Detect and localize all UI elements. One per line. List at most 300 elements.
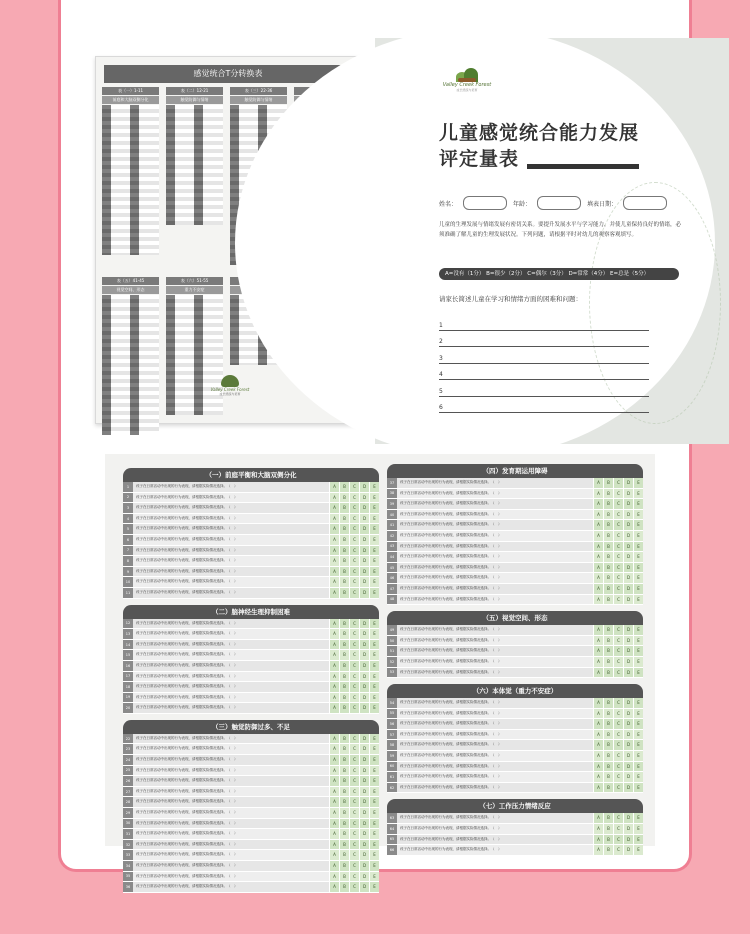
option-d[interactable]: D: [623, 719, 633, 729]
option-b[interactable]: B: [603, 657, 613, 667]
option-a[interactable]: A: [593, 740, 603, 750]
option-a[interactable]: A: [593, 552, 603, 562]
option-b[interactable]: B: [339, 808, 349, 818]
option-c[interactable]: C: [613, 751, 623, 761]
option-a[interactable]: A: [329, 797, 339, 807]
option-a[interactable]: A: [329, 546, 339, 556]
option-e[interactable]: E: [369, 650, 379, 660]
option-e[interactable]: E: [633, 625, 643, 635]
option-d[interactable]: D: [623, 740, 633, 750]
option-d[interactable]: D: [623, 646, 633, 656]
option-b[interactable]: B: [339, 619, 349, 629]
option-d[interactable]: D: [623, 636, 633, 646]
option-a[interactable]: A: [593, 531, 603, 541]
option-e[interactable]: E: [369, 819, 379, 829]
option-c[interactable]: C: [349, 734, 359, 744]
option-c[interactable]: C: [349, 650, 359, 660]
option-d[interactable]: D: [623, 478, 633, 488]
option-d[interactable]: D: [623, 563, 633, 573]
option-a[interactable]: A: [329, 619, 339, 629]
option-d[interactable]: D: [623, 531, 633, 541]
option-d[interactable]: D: [359, 546, 369, 556]
option-a[interactable]: A: [329, 734, 339, 744]
option-a[interactable]: A: [593, 762, 603, 772]
option-a[interactable]: A: [593, 835, 603, 845]
option-b[interactable]: B: [339, 661, 349, 671]
option-c[interactable]: C: [349, 776, 359, 786]
option-e[interactable]: E: [633, 489, 643, 499]
option-b[interactable]: B: [339, 829, 349, 839]
option-c[interactable]: C: [349, 493, 359, 503]
option-d[interactable]: D: [623, 573, 633, 583]
option-d[interactable]: D: [359, 640, 369, 650]
option-a[interactable]: A: [593, 520, 603, 530]
option-d[interactable]: D: [623, 824, 633, 834]
option-a[interactable]: A: [329, 514, 339, 524]
option-b[interactable]: B: [339, 482, 349, 492]
option-b[interactable]: B: [339, 819, 349, 829]
option-d[interactable]: D: [359, 872, 369, 882]
option-b[interactable]: B: [339, 766, 349, 776]
date-field[interactable]: [623, 196, 667, 210]
option-a[interactable]: A: [593, 625, 603, 635]
option-b[interactable]: B: [339, 872, 349, 882]
option-c[interactable]: C: [613, 740, 623, 750]
option-a[interactable]: A: [329, 650, 339, 660]
option-e[interactable]: E: [369, 524, 379, 534]
option-e[interactable]: E: [633, 783, 643, 793]
option-d[interactable]: D: [623, 542, 633, 552]
option-b[interactable]: B: [339, 640, 349, 650]
option-d[interactable]: D: [623, 730, 633, 740]
option-d[interactable]: D: [623, 584, 633, 594]
option-a[interactable]: A: [329, 776, 339, 786]
option-d[interactable]: D: [359, 493, 369, 503]
option-d[interactable]: D: [359, 797, 369, 807]
option-a[interactable]: A: [593, 657, 603, 667]
answer-line[interactable]: [439, 331, 649, 348]
option-b[interactable]: B: [603, 520, 613, 530]
answer-line[interactable]: [439, 380, 649, 397]
option-a[interactable]: A: [329, 703, 339, 713]
option-c[interactable]: C: [349, 829, 359, 839]
option-c[interactable]: C: [349, 872, 359, 882]
option-c[interactable]: C: [613, 657, 623, 667]
option-d[interactable]: D: [359, 819, 369, 829]
option-e[interactable]: E: [369, 882, 379, 892]
option-e[interactable]: E: [369, 734, 379, 744]
option-e[interactable]: E: [633, 520, 643, 530]
option-e[interactable]: E: [633, 531, 643, 541]
option-b[interactable]: B: [339, 850, 349, 860]
option-a[interactable]: A: [593, 573, 603, 583]
option-a[interactable]: A: [593, 751, 603, 761]
option-c[interactable]: C: [349, 619, 359, 629]
option-e[interactable]: E: [633, 698, 643, 708]
option-b[interactable]: B: [339, 703, 349, 713]
option-d[interactable]: D: [359, 882, 369, 892]
option-b[interactable]: B: [603, 668, 613, 678]
answer-line[interactable]: [439, 364, 649, 381]
option-e[interactable]: E: [369, 776, 379, 786]
option-e[interactable]: E: [633, 709, 643, 719]
option-e[interactable]: E: [369, 629, 379, 639]
option-d[interactable]: D: [359, 577, 369, 587]
option-d[interactable]: D: [359, 787, 369, 797]
option-c[interactable]: C: [613, 845, 623, 855]
option-b[interactable]: B: [339, 776, 349, 786]
option-a[interactable]: A: [329, 872, 339, 882]
option-b[interactable]: B: [339, 672, 349, 682]
option-e[interactable]: E: [369, 829, 379, 839]
option-b[interactable]: B: [603, 762, 613, 772]
option-e[interactable]: E: [369, 861, 379, 871]
option-c[interactable]: C: [349, 577, 359, 587]
option-e[interactable]: E: [633, 552, 643, 562]
option-e[interactable]: E: [369, 766, 379, 776]
option-e[interactable]: E: [633, 636, 643, 646]
option-c[interactable]: C: [613, 520, 623, 530]
option-e[interactable]: E: [369, 703, 379, 713]
option-c[interactable]: C: [613, 584, 623, 594]
option-b[interactable]: B: [603, 531, 613, 541]
option-b[interactable]: B: [339, 650, 349, 660]
option-c[interactable]: C: [349, 546, 359, 556]
option-b[interactable]: B: [603, 542, 613, 552]
option-e[interactable]: E: [369, 840, 379, 850]
option-a[interactable]: A: [593, 668, 603, 678]
option-a[interactable]: A: [593, 646, 603, 656]
option-e[interactable]: E: [633, 772, 643, 782]
option-d[interactable]: D: [359, 482, 369, 492]
option-c[interactable]: C: [349, 640, 359, 650]
option-c[interactable]: C: [613, 573, 623, 583]
option-d[interactable]: D: [359, 829, 369, 839]
option-b[interactable]: B: [603, 824, 613, 834]
option-a[interactable]: A: [593, 698, 603, 708]
option-a[interactable]: A: [329, 503, 339, 513]
option-c[interactable]: C: [613, 824, 623, 834]
option-a[interactable]: A: [593, 636, 603, 646]
option-c[interactable]: C: [613, 772, 623, 782]
option-a[interactable]: A: [329, 744, 339, 754]
option-c[interactable]: C: [613, 719, 623, 729]
option-a[interactable]: A: [593, 772, 603, 782]
option-d[interactable]: D: [359, 808, 369, 818]
option-d[interactable]: D: [359, 503, 369, 513]
option-e[interactable]: E: [369, 850, 379, 860]
option-d[interactable]: D: [359, 776, 369, 786]
option-d[interactable]: D: [623, 595, 633, 605]
option-c[interactable]: C: [349, 682, 359, 692]
option-a[interactable]: A: [329, 850, 339, 860]
option-e[interactable]: E: [369, 588, 379, 598]
option-b[interactable]: B: [603, 573, 613, 583]
option-b[interactable]: B: [339, 577, 349, 587]
option-e[interactable]: E: [369, 503, 379, 513]
option-a[interactable]: A: [329, 787, 339, 797]
option-e[interactable]: E: [369, 567, 379, 577]
option-a[interactable]: A: [593, 542, 603, 552]
option-e[interactable]: E: [369, 797, 379, 807]
option-e[interactable]: E: [633, 573, 643, 583]
age-field[interactable]: [537, 196, 581, 210]
option-d[interactable]: D: [359, 567, 369, 577]
option-d[interactable]: D: [623, 657, 633, 667]
option-b[interactable]: B: [339, 734, 349, 744]
option-a[interactable]: A: [593, 499, 603, 509]
option-a[interactable]: A: [329, 755, 339, 765]
option-b[interactable]: B: [603, 719, 613, 729]
option-d[interactable]: D: [623, 552, 633, 562]
option-c[interactable]: C: [613, 510, 623, 520]
option-b[interactable]: B: [339, 861, 349, 871]
option-c[interactable]: C: [349, 672, 359, 682]
option-b[interactable]: B: [339, 503, 349, 513]
option-d[interactable]: D: [623, 499, 633, 509]
option-e[interactable]: E: [633, 584, 643, 594]
option-e[interactable]: E: [369, 640, 379, 650]
option-b[interactable]: B: [339, 797, 349, 807]
option-a[interactable]: A: [329, 808, 339, 818]
option-e[interactable]: E: [633, 646, 643, 656]
option-a[interactable]: A: [329, 567, 339, 577]
option-c[interactable]: C: [613, 542, 623, 552]
option-b[interactable]: B: [603, 499, 613, 509]
option-a[interactable]: A: [329, 661, 339, 671]
option-e[interactable]: E: [369, 619, 379, 629]
option-b[interactable]: B: [603, 552, 613, 562]
option-c[interactable]: C: [613, 709, 623, 719]
option-c[interactable]: C: [613, 698, 623, 708]
option-c[interactable]: C: [349, 556, 359, 566]
option-e[interactable]: E: [633, 657, 643, 667]
option-b[interactable]: B: [339, 493, 349, 503]
option-d[interactable]: D: [359, 535, 369, 545]
option-c[interactable]: C: [613, 813, 623, 823]
option-b[interactable]: B: [603, 478, 613, 488]
option-d[interactable]: D: [359, 629, 369, 639]
option-c[interactable]: C: [349, 661, 359, 671]
option-e[interactable]: E: [369, 493, 379, 503]
option-e[interactable]: E: [633, 824, 643, 834]
option-b[interactable]: B: [339, 514, 349, 524]
option-c[interactable]: C: [349, 840, 359, 850]
option-d[interactable]: D: [623, 520, 633, 530]
option-e[interactable]: E: [633, 762, 643, 772]
option-d[interactable]: D: [359, 682, 369, 692]
option-a[interactable]: A: [593, 478, 603, 488]
option-b[interactable]: B: [603, 646, 613, 656]
option-b[interactable]: B: [339, 629, 349, 639]
option-d[interactable]: D: [359, 840, 369, 850]
option-c[interactable]: C: [349, 850, 359, 860]
option-d[interactable]: D: [359, 524, 369, 534]
option-c[interactable]: C: [613, 636, 623, 646]
option-a[interactable]: A: [593, 845, 603, 855]
option-e[interactable]: E: [633, 499, 643, 509]
option-e[interactable]: E: [369, 693, 379, 703]
option-a[interactable]: A: [593, 489, 603, 499]
option-b[interactable]: B: [603, 489, 613, 499]
option-b[interactable]: B: [339, 744, 349, 754]
option-a[interactable]: A: [593, 563, 603, 573]
option-e[interactable]: E: [633, 542, 643, 552]
option-b[interactable]: B: [603, 835, 613, 845]
option-e[interactable]: E: [369, 546, 379, 556]
option-c[interactable]: C: [349, 882, 359, 892]
option-d[interactable]: D: [359, 514, 369, 524]
option-c[interactable]: C: [613, 499, 623, 509]
option-a[interactable]: A: [329, 861, 339, 871]
option-b[interactable]: B: [603, 751, 613, 761]
option-d[interactable]: D: [359, 703, 369, 713]
option-b[interactable]: B: [603, 584, 613, 594]
option-a[interactable]: A: [329, 766, 339, 776]
option-c[interactable]: C: [349, 629, 359, 639]
option-e[interactable]: E: [369, 514, 379, 524]
option-a[interactable]: A: [593, 730, 603, 740]
option-e[interactable]: E: [633, 478, 643, 488]
option-c[interactable]: C: [349, 744, 359, 754]
option-c[interactable]: C: [613, 762, 623, 772]
option-e[interactable]: E: [369, 661, 379, 671]
option-d[interactable]: D: [623, 510, 633, 520]
option-a[interactable]: A: [593, 813, 603, 823]
option-e[interactable]: E: [633, 563, 643, 573]
option-d[interactable]: D: [623, 751, 633, 761]
option-d[interactable]: D: [359, 861, 369, 871]
option-c[interactable]: C: [613, 595, 623, 605]
option-c[interactable]: C: [349, 482, 359, 492]
option-c[interactable]: C: [613, 478, 623, 488]
option-a[interactable]: A: [329, 882, 339, 892]
option-b[interactable]: B: [339, 546, 349, 556]
option-a[interactable]: A: [329, 819, 339, 829]
option-b[interactable]: B: [339, 535, 349, 545]
option-c[interactable]: C: [349, 787, 359, 797]
option-b[interactable]: B: [603, 709, 613, 719]
option-c[interactable]: C: [613, 646, 623, 656]
option-e[interactable]: E: [633, 751, 643, 761]
option-d[interactable]: D: [359, 650, 369, 660]
option-c[interactable]: C: [349, 819, 359, 829]
option-c[interactable]: C: [349, 535, 359, 545]
option-b[interactable]: B: [339, 787, 349, 797]
option-b[interactable]: B: [603, 845, 613, 855]
option-a[interactable]: A: [329, 672, 339, 682]
option-a[interactable]: A: [329, 840, 339, 850]
option-a[interactable]: A: [329, 556, 339, 566]
option-d[interactable]: D: [359, 766, 369, 776]
option-a[interactable]: A: [329, 524, 339, 534]
option-d[interactable]: D: [623, 668, 633, 678]
option-b[interactable]: B: [603, 740, 613, 750]
option-e[interactable]: E: [633, 668, 643, 678]
option-e[interactable]: E: [369, 577, 379, 587]
option-e[interactable]: E: [369, 755, 379, 765]
option-b[interactable]: B: [339, 524, 349, 534]
option-b[interactable]: B: [339, 556, 349, 566]
option-e[interactable]: E: [633, 595, 643, 605]
option-d[interactable]: D: [359, 850, 369, 860]
option-d[interactable]: D: [623, 783, 633, 793]
option-c[interactable]: C: [349, 861, 359, 871]
option-e[interactable]: E: [369, 872, 379, 882]
option-c[interactable]: C: [613, 835, 623, 845]
option-d[interactable]: D: [623, 489, 633, 499]
option-e[interactable]: E: [369, 787, 379, 797]
option-b[interactable]: B: [603, 625, 613, 635]
option-a[interactable]: A: [593, 709, 603, 719]
option-a[interactable]: A: [593, 584, 603, 594]
option-c[interactable]: C: [613, 783, 623, 793]
option-b[interactable]: B: [603, 783, 613, 793]
option-b[interactable]: B: [339, 682, 349, 692]
option-a[interactable]: A: [329, 629, 339, 639]
option-d[interactable]: D: [359, 661, 369, 671]
option-d[interactable]: D: [623, 813, 633, 823]
option-c[interactable]: C: [349, 514, 359, 524]
option-b[interactable]: B: [603, 772, 613, 782]
answer-line[interactable]: [439, 314, 649, 331]
option-d[interactable]: D: [623, 709, 633, 719]
option-c[interactable]: C: [349, 755, 359, 765]
option-a[interactable]: A: [329, 535, 339, 545]
option-a[interactable]: A: [593, 719, 603, 729]
option-a[interactable]: A: [593, 783, 603, 793]
option-d[interactable]: D: [359, 556, 369, 566]
option-a[interactable]: A: [593, 510, 603, 520]
option-c[interactable]: C: [349, 503, 359, 513]
option-d[interactable]: D: [359, 672, 369, 682]
option-d[interactable]: D: [359, 588, 369, 598]
option-e[interactable]: E: [633, 835, 643, 845]
option-c[interactable]: C: [349, 693, 359, 703]
option-b[interactable]: B: [339, 567, 349, 577]
option-c[interactable]: C: [613, 668, 623, 678]
option-a[interactable]: A: [593, 595, 603, 605]
option-b[interactable]: B: [339, 755, 349, 765]
option-d[interactable]: D: [623, 698, 633, 708]
option-e[interactable]: E: [633, 719, 643, 729]
option-e[interactable]: E: [633, 740, 643, 750]
option-d[interactable]: D: [623, 762, 633, 772]
option-c[interactable]: C: [613, 531, 623, 541]
option-c[interactable]: C: [613, 625, 623, 635]
option-b[interactable]: B: [603, 730, 613, 740]
option-d[interactable]: D: [623, 625, 633, 635]
option-d[interactable]: D: [359, 619, 369, 629]
option-c[interactable]: C: [349, 797, 359, 807]
option-a[interactable]: A: [329, 682, 339, 692]
option-c[interactable]: C: [349, 703, 359, 713]
option-d[interactable]: D: [359, 744, 369, 754]
option-b[interactable]: B: [339, 588, 349, 598]
option-c[interactable]: C: [613, 563, 623, 573]
option-a[interactable]: A: [329, 588, 339, 598]
option-c[interactable]: C: [349, 588, 359, 598]
option-b[interactable]: B: [603, 510, 613, 520]
option-e[interactable]: E: [633, 730, 643, 740]
option-d[interactable]: D: [359, 693, 369, 703]
option-a[interactable]: A: [329, 693, 339, 703]
option-c[interactable]: C: [349, 808, 359, 818]
option-b[interactable]: B: [603, 813, 613, 823]
option-b[interactable]: B: [603, 636, 613, 646]
option-b[interactable]: B: [339, 840, 349, 850]
option-e[interactable]: E: [369, 535, 379, 545]
